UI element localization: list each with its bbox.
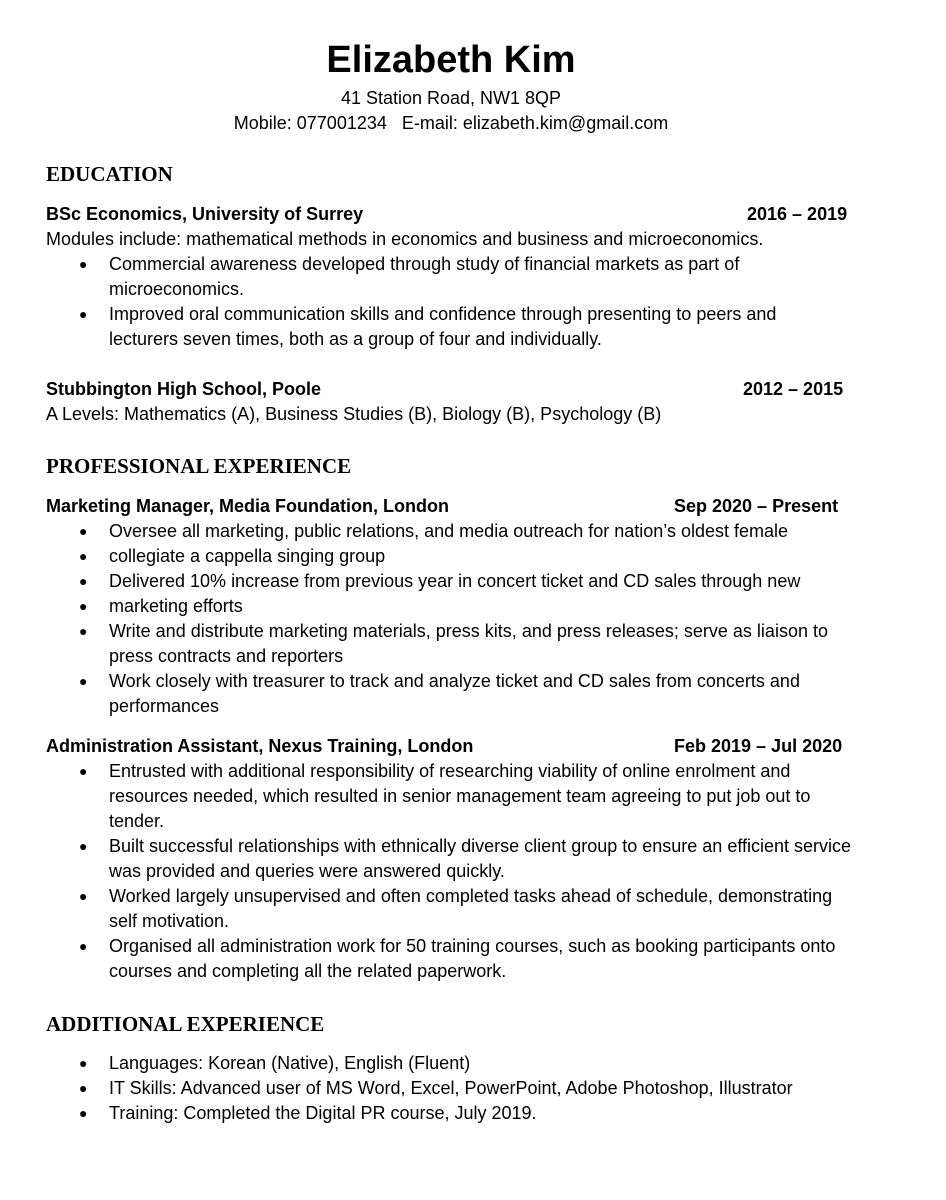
job-entry-heading	[46, 734, 852, 759]
entry-title: Marketing Manager, Media Foundation, London	[46, 496, 450, 516]
entry-date: Sep 2020 – Present	[674, 496, 839, 516]
education-entry-intro: Modules include: mathematical methods in economics and business and microeconomics.	[46, 229, 764, 249]
list-item: ● collegiate a cappella singing group	[46, 544, 846, 569]
additional-section-title: ADDITIONAL EXPERIENCE	[46, 1012, 325, 1036]
professional-section-title: PROFESSIONAL EXPERIENCE	[46, 454, 352, 478]
entry-title: Administration Assistant, Nexus Training, London	[46, 736, 474, 756]
list-item: ● Training: Completed the Digital PR course, July 2019.	[46, 1101, 886, 1126]
education-entry-intro: A Levels: Mathematics (A), Business Studies (B), Biology (B), Psychology (B)	[46, 404, 662, 424]
job-bullet-list	[46, 519, 846, 719]
list-item: ● Improved oral communication skills and confidence through presenting to peers and lecturers seven times, both as a group of four and individually.	[46, 302, 816, 352]
list-item: ● Write and distribute marketing materials, press kits, and press releases; serve as liaison to press contracts and reporters	[46, 619, 846, 669]
address-line: 41 Station Road, NW1 8QP	[340, 88, 562, 108]
list-item: ● Work closely with treasurer to track and analyze ticket and CD sales from concerts and performances	[46, 669, 846, 719]
list-item: ● marketing efforts	[46, 594, 846, 619]
job-entry-heading	[46, 494, 852, 519]
list-item: ● Entrusted with additional responsibility of researching viability of online enrolment and resources needed, which resulted in senior management team agreeing to put job out to tender.	[46, 759, 856, 834]
list-item: ● Organised all administration work for 50 training courses, such as booking participants onto courses and completing all the related paperwork.	[46, 934, 856, 984]
entry-date: Feb 2019 – Jul 2020	[674, 736, 843, 756]
education-entry-heading	[46, 377, 852, 402]
additional-bullet-list	[46, 1051, 886, 1126]
list-item: ● Oversee all marketing, public relations, and media outreach for nation’s oldest female	[46, 519, 846, 544]
education-bullet-list	[46, 252, 816, 352]
entry-title: Stubbington High School, Poole	[46, 379, 321, 399]
education-section-title: EDUCATION	[46, 162, 173, 186]
candidate-name: Elizabeth Kim	[326, 39, 576, 81]
list-item: ● IT Skills: Advanced user of MS Word, Excel, PowerPoint, Adobe Photoshop, Illustrator	[46, 1076, 886, 1101]
list-item: ● Delivered 10% increase from previous year in concert ticket and CD sales through new	[46, 569, 846, 594]
entry-date: 2012 – 2015	[743, 379, 844, 399]
education-entry-heading	[46, 202, 852, 227]
job-bullet-list	[46, 759, 856, 984]
entry-title: BSc Economics, University of Surrey	[46, 204, 364, 224]
list-item: ● Languages: Korean (Native), English (Fluent)	[46, 1051, 886, 1076]
entry-date: 2016 – 2019	[747, 204, 848, 224]
contact-line: Mobile: 077001234 E-mail: elizabeth.kim@gmail.com	[233, 113, 669, 133]
list-item: ● Commercial awareness developed through study of financial markets as part of microeconomics.	[46, 252, 816, 302]
list-item: ● Worked largely unsupervised and often completed tasks ahead of schedule, demonstrating self motivation.	[46, 884, 856, 934]
list-item: ● Built successful relationships with ethnically diverse client group to ensure an efficient service was provided and queries were answered quickly.	[46, 834, 856, 884]
